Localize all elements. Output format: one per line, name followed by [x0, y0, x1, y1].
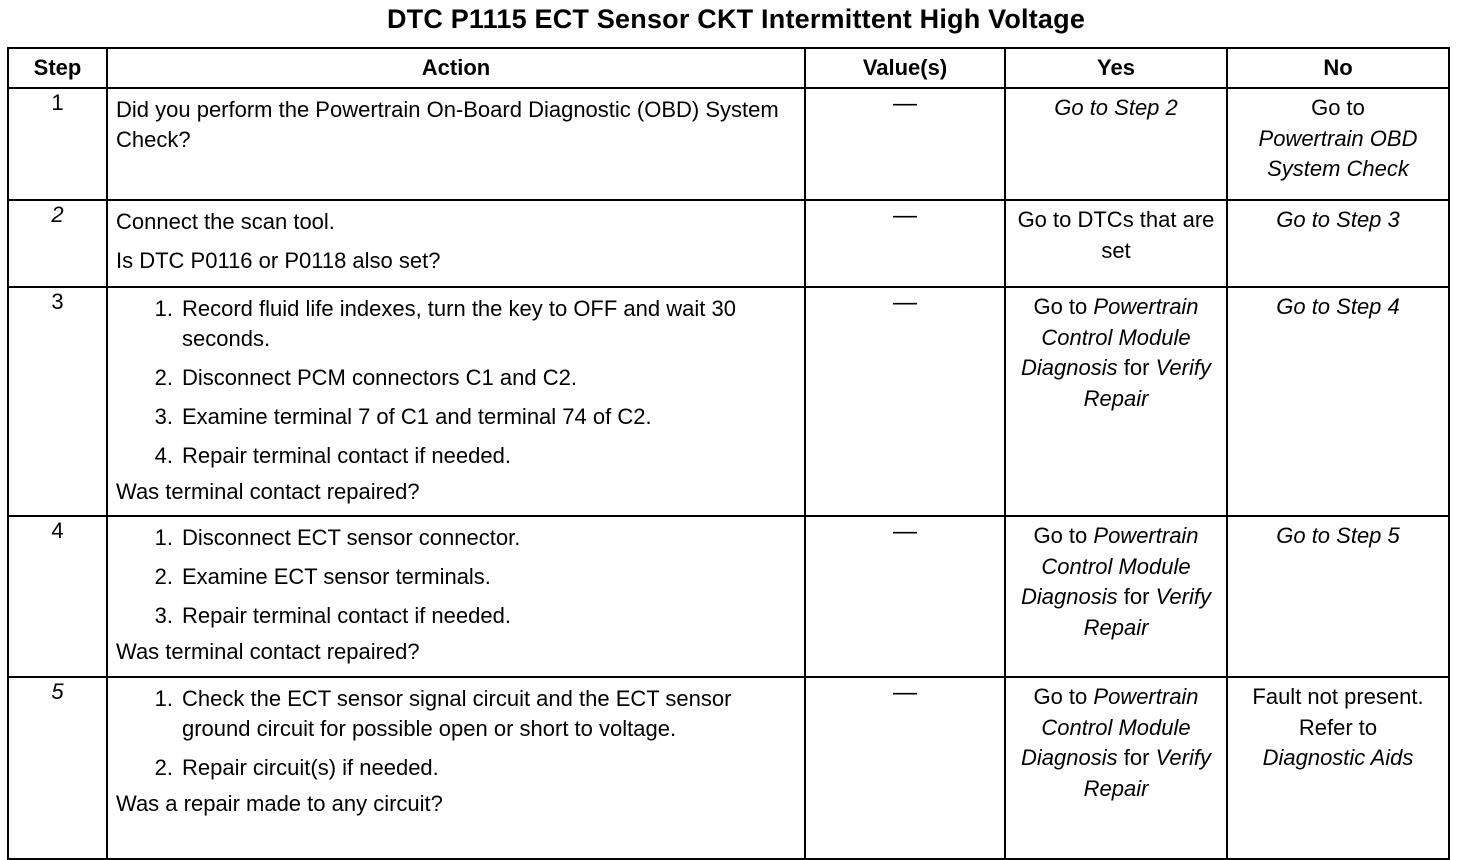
action-text: Did you perform the Powertrain On-Board Diagnostic (OBD) System Check? — [116, 97, 779, 152]
substep-number: 3. — [154, 603, 173, 628]
list-item — [116, 562, 798, 592]
substep-number: 2. — [154, 564, 173, 589]
table-row — [8, 200, 1449, 287]
action-cell — [107, 200, 805, 287]
table-row — [8, 287, 1449, 516]
action-question: Was a repair made to any circuit? — [116, 791, 443, 816]
no-link[interactable]: Powertrain OBD System Check — [1258, 125, 1418, 181]
yes-cell — [1005, 677, 1227, 859]
no-cell — [1227, 677, 1449, 859]
header-no: No — [1227, 48, 1449, 88]
substep-number: 3. — [154, 404, 173, 429]
substep-number: 2. — [154, 755, 173, 780]
step-number: 2 — [8, 200, 107, 287]
yes-text[interactable]: Go to DTCs that are set — [1017, 207, 1215, 263]
step-number: 1 — [8, 88, 107, 200]
substep-number: 2. — [154, 365, 173, 390]
yes-prefix: Go to — [1033, 294, 1088, 319]
substep-number: 1. — [154, 296, 173, 321]
no-cell — [1227, 88, 1449, 200]
action-cell — [107, 287, 805, 516]
no-link[interactable]: Go to Step 4 — [1276, 294, 1400, 319]
yes-mid: for — [1123, 745, 1150, 770]
value-cell: — — [805, 200, 1005, 287]
value-cell: — — [805, 516, 1005, 677]
yes-link[interactable]: Powertrain Control Module Diagnosis — [1021, 294, 1199, 380]
value-cell: — — [805, 287, 1005, 516]
yes-link[interactable]: Go to Step 2 — [1054, 95, 1178, 120]
list-item — [116, 402, 798, 432]
step-number: 5 — [8, 677, 107, 859]
yes-mid: for — [1123, 584, 1150, 609]
list-item — [116, 684, 798, 744]
list-item — [116, 363, 798, 393]
action-question: Is DTC P0116 or P0118 also set? — [116, 248, 441, 273]
action-question: Was terminal contact repaired? — [116, 479, 420, 504]
list-item — [116, 441, 798, 471]
action-substeps — [116, 294, 798, 471]
yes-link-secondary[interactable]: Verify Repair — [1083, 745, 1211, 801]
yes-link-secondary[interactable]: Verify Repair — [1083, 355, 1211, 411]
substep-number: 1. — [154, 686, 173, 711]
step-number: 4 — [8, 516, 107, 677]
no-cell — [1227, 200, 1449, 287]
yes-link[interactable]: Powertrain Control Module Diagnosis — [1021, 523, 1199, 609]
list-item — [116, 523, 798, 553]
document-title: DTC P1115 ECT Sensor CKT Intermittent High Voltage — [386, 4, 1086, 34]
substep-text: Repair circuit(s) if needed. — [182, 755, 439, 780]
action-substeps — [116, 684, 798, 783]
header-yes: Yes — [1005, 48, 1227, 88]
step-number: 3 — [8, 287, 107, 516]
list-item — [116, 753, 798, 783]
table-row — [8, 516, 1449, 677]
list-item — [116, 294, 798, 354]
substep-text: Examine terminal 7 of C1 and terminal 74 of C2. — [182, 404, 652, 429]
yes-cell — [1005, 88, 1227, 200]
table-row — [8, 88, 1449, 200]
no-link[interactable]: Go to Step 5 — [1276, 523, 1400, 548]
yes-link-secondary[interactable]: Verify Repair — [1083, 584, 1211, 640]
no-prefix: Go to — [1311, 95, 1365, 120]
substep-text: Repair terminal contact if needed. — [182, 443, 511, 468]
substep-number: 1. — [154, 525, 173, 550]
action-cell — [107, 88, 805, 200]
table-row — [8, 677, 1449, 859]
list-item — [116, 601, 798, 631]
yes-prefix: Go to — [1033, 523, 1088, 548]
yes-cell — [1005, 287, 1227, 516]
no-link[interactable]: Go to Step 3 — [1276, 207, 1400, 232]
no-prefix: Fault not present. Refer to — [1252, 684, 1424, 740]
yes-cell — [1005, 516, 1227, 677]
action-text: Connect the scan tool. — [116, 209, 335, 234]
no-cell — [1227, 287, 1449, 516]
substep-text: Examine ECT sensor terminals. — [182, 564, 491, 589]
header-row — [8, 48, 1449, 88]
value-cell: — — [805, 677, 1005, 859]
action-cell — [107, 677, 805, 859]
no-link[interactable]: Diagnostic Aids — [1262, 745, 1414, 770]
value-cell: — — [805, 88, 1005, 200]
yes-cell — [1005, 200, 1227, 287]
no-cell — [1227, 516, 1449, 677]
substep-number: 4. — [154, 443, 173, 468]
substep-text: Check the ECT sensor signal circuit and the ECT sensor ground circuit for possible open or short to voltage. — [182, 686, 732, 741]
action-substeps — [116, 523, 798, 631]
substep-text: Record fluid life indexes, turn the key to OFF and wait 30 seconds. — [182, 296, 736, 351]
action-question: Was terminal contact repaired? — [116, 639, 420, 664]
action-cell — [107, 516, 805, 677]
yes-prefix: Go to — [1033, 684, 1088, 709]
diagnostic-table — [7, 47, 1450, 860]
substep-text: Disconnect ECT sensor connector. — [182, 525, 521, 550]
header-action: Action — [107, 48, 805, 88]
yes-link[interactable]: Powertrain Control Module Diagnosis — [1021, 684, 1199, 770]
substep-text: Disconnect PCM connectors C1 and C2. — [182, 365, 577, 390]
substep-text: Repair terminal contact if needed. — [182, 603, 511, 628]
header-step: Step — [8, 48, 107, 88]
yes-mid: for — [1123, 355, 1150, 380]
header-values: Value(s) — [805, 48, 1005, 88]
